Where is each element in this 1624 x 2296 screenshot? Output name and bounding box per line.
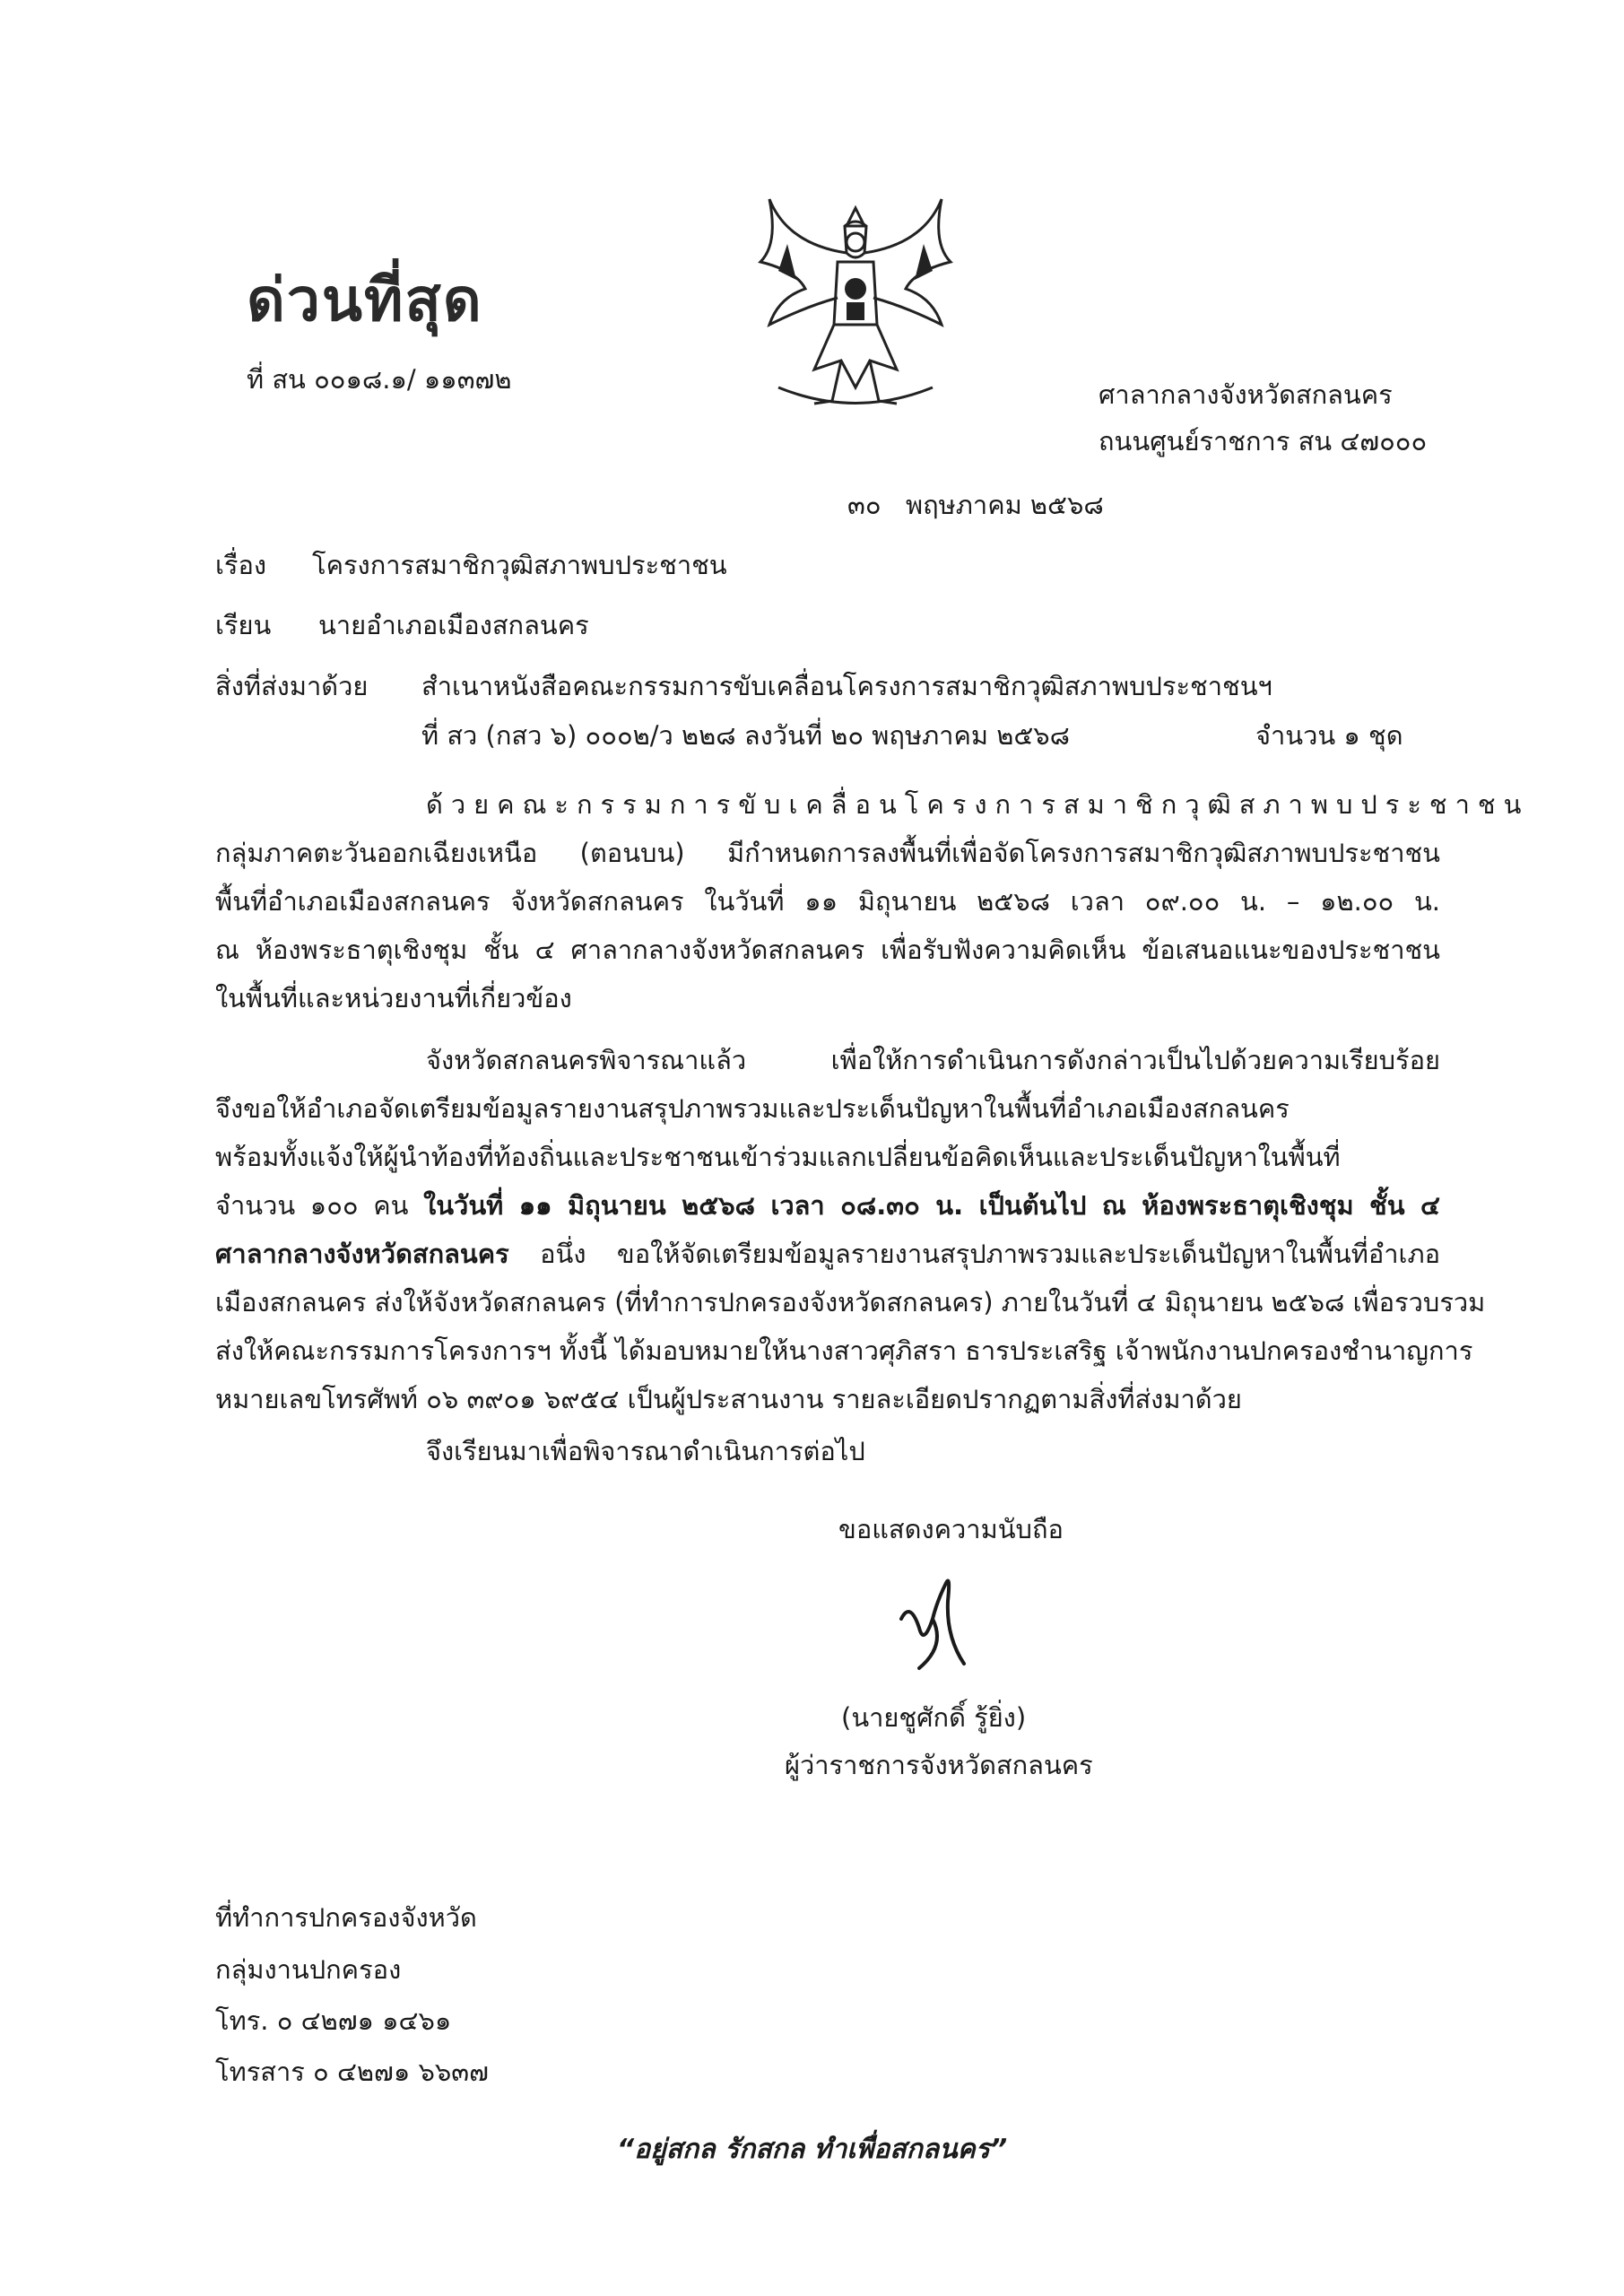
enclosure-label: สิ่งที่ส่งมาด้วย	[215, 671, 369, 701]
footer-division: กลุ่มงานปกครอง	[215, 1954, 402, 1985]
paragraph-line: พื้นที่อำเภอเมืองสกลนคร จังหวัดสกลนคร ในวันที่ ๑๑ มิถุนายน ๒๕๖๘ เวลา ๐๙.๐๐ น. – ๑๒.๐๐ น.	[215, 886, 1440, 917]
office-address: ถนนศูนย์ราชการ สน ๔๗๐๐๐	[1099, 426, 1428, 457]
paragraph-line: กลุ่มภาคตะวันออกเฉียงเหนือ (ตอนบน) มีกำหนดการลงพื้นที่เพื่อจัดโครงการสมาชิกวุฒิสภาพบประชาชน	[215, 838, 1440, 868]
urgency-stamp: ด่วนที่สุด	[247, 265, 483, 335]
provincial-slogan: “อยู่สกล รักสกล ทำเพื่อสกลนคร”	[616, 2134, 1008, 2165]
date-month-year: พฤษภาคม ๒๕๖๘	[906, 490, 1104, 520]
meeting-venue: ศาลากลางจังหวัดสกลนคร	[215, 1239, 509, 1269]
enclosure-line2: ที่ สว (กสว ๖) ๐๐๐๒/ว ๒๒๘ ลงวันที่ ๒๐ พฤษภาคม ๒๕๖๘	[421, 720, 1071, 751]
office-name: ศาลากลางจังหวัดสกลนคร	[1099, 379, 1393, 410]
paragraph-line	[215, 1181, 1440, 1230]
paragraph-line: พร้อมทั้งแจ้งให้ผู้นำท้องที่ท้องถิ่นและประชาชนเข้าร่วมแลกเปลี่ยนข้อคิดเห็นและประเด็นปัญหาในพื้นที่	[215, 1142, 1341, 1172]
garuda-emblem	[751, 190, 960, 413]
subject-text: โครงการสมาชิกวุฒิสภาพบประชาชน	[312, 550, 727, 580]
additional-request: อนึ่ง ขอให้จัดเตรียมข้อมูลรายงานสรุปภาพรวมและประเด็นปัญหาในพื้นที่อำเภอ	[540, 1239, 1440, 1269]
closing-request: จึงเรียนมาเพื่อพิจารณาดำเนินการต่อไป	[426, 1436, 865, 1466]
signatory-position: ผู้ว่าราชการจังหวัดสกลนคร	[785, 1750, 1093, 1780]
footer-phone: โทร. ๐ ๔๒๗๑ ๑๔๖๑	[215, 2005, 452, 2036]
paragraph-line: จังหวัดสกลนครพิจารณาแล้ว เพื่อให้การดำเนินการดังกล่าวเป็นไปด้วยความเรียบร้อย	[426, 1045, 1440, 1075]
paragraph-line	[215, 1230, 1440, 1278]
date-day: ๓๐	[847, 490, 881, 520]
footer-fax: โทรสาร ๐ ๔๒๗๑ ๖๖๓๗	[215, 2057, 489, 2087]
paragraph-line: หมายเลขโทรศัพท์ ๐๖ ๓๙๐๑ ๖๙๕๔ เป็นผู้ประสานงาน รายละเอียดปรากฏตามสิ่งที่ส่งมาด้วย	[215, 1384, 1242, 1414]
paragraph-line: จึงขอให้อำเภอจัดเตรียมข้อมูลรายงานสรุปภาพรวมและประเด็นปัญหาในพื้นที่อำเภอเมืองสกลนคร	[215, 1093, 1290, 1124]
attendee-count: จำนวน ๑๐๐ คน	[215, 1190, 409, 1221]
paragraph-line: ด้วยคณะกรรมการขับเคลื่อนโครงการสมาชิกวุฒิสภาพบประชาชน	[426, 789, 1530, 820]
paragraph-line: ณ ห้องพระธาตุเชิงชุม ชั้น ๔ ศาลากลางจังหวัดสกลนคร เพื่อรับฟังความคิดเห็น ข้อเสนอแนะของประชาชน	[215, 935, 1440, 965]
meeting-datetime-place: ในวันที่ ๑๑ มิถุนายน ๒๕๖๘ เวลา ๐๘.๓๐ น. เป็นต้นไป ณ ห้องพระธาตุเชิงชุม ชั้น ๔	[423, 1190, 1440, 1221]
paragraph-line: ในพื้นที่และหน่วยงานที่เกี่ยวข้อง	[215, 983, 572, 1013]
body-paragraph-2	[215, 1036, 1486, 1423]
body-paragraph-1	[215, 780, 1530, 1022]
footer-office: ที่ทำการปกครองจังหวัด	[215, 1902, 477, 1933]
paragraph-line: เมืองสกลนคร ส่งให้จังหวัดสกลนคร (ที่ทำการปกครองจังหวัดสกลนคร) ภายในวันที่ ๔ มิถุนายน ๒๕๖๘ เพื่อรวบรวม	[215, 1287, 1486, 1318]
subject-label: เรื่อง	[215, 550, 267, 580]
signatory-name: (นายชูศักดิ์ รู้ยิ่ง)	[841, 1702, 1027, 1733]
enclosure-line1: สำเนาหนังสือคณะกรรมการขับเคลื่อนโครงการสมาชิกวุฒิสภาพบประชาชนฯ	[421, 671, 1272, 701]
reference-number: ที่ สน ๐๐๑๘.๑/ ๑๑๓๗๒	[247, 364, 512, 395]
signature-mark	[883, 1565, 991, 1682]
recipient-label: เรียน	[215, 610, 272, 640]
closing-salutation: ขอแสดงความนับถือ	[838, 1514, 1064, 1544]
paragraph-line: ส่งให้คณะกรรมการโครงการฯ ทั้งนี้ ได้มอบหมายให้นางสาวศุภิสรา ธารประเสริฐ เจ้าพนักงานปกครองชำนาญการ	[215, 1335, 1473, 1366]
recipient-text: นายอำเภอเมืองสกลนคร	[318, 610, 589, 640]
enclosure-quantity: จำนวน ๑ ชุด	[1255, 720, 1403, 751]
